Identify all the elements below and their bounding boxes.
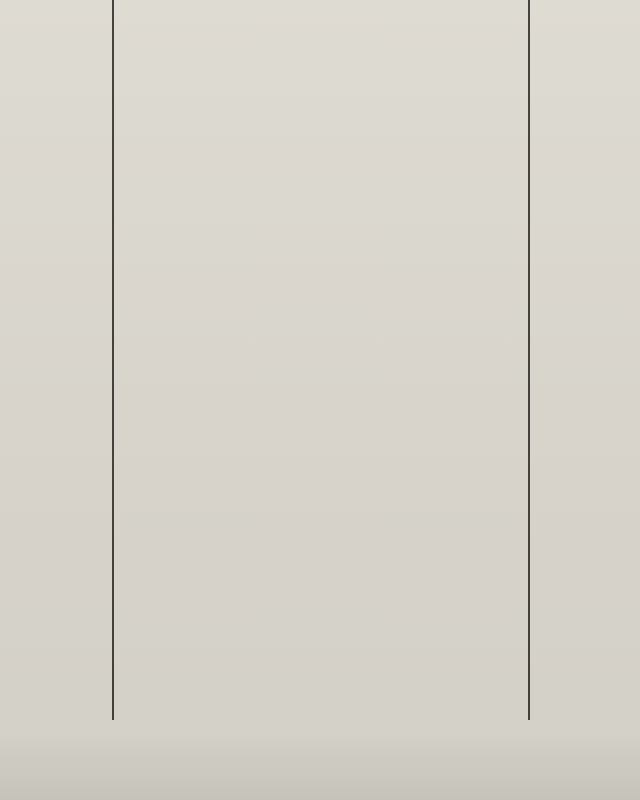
page-bottom-margin xyxy=(0,730,640,800)
column-rule-left xyxy=(112,0,114,720)
column-rule-right xyxy=(528,0,530,720)
